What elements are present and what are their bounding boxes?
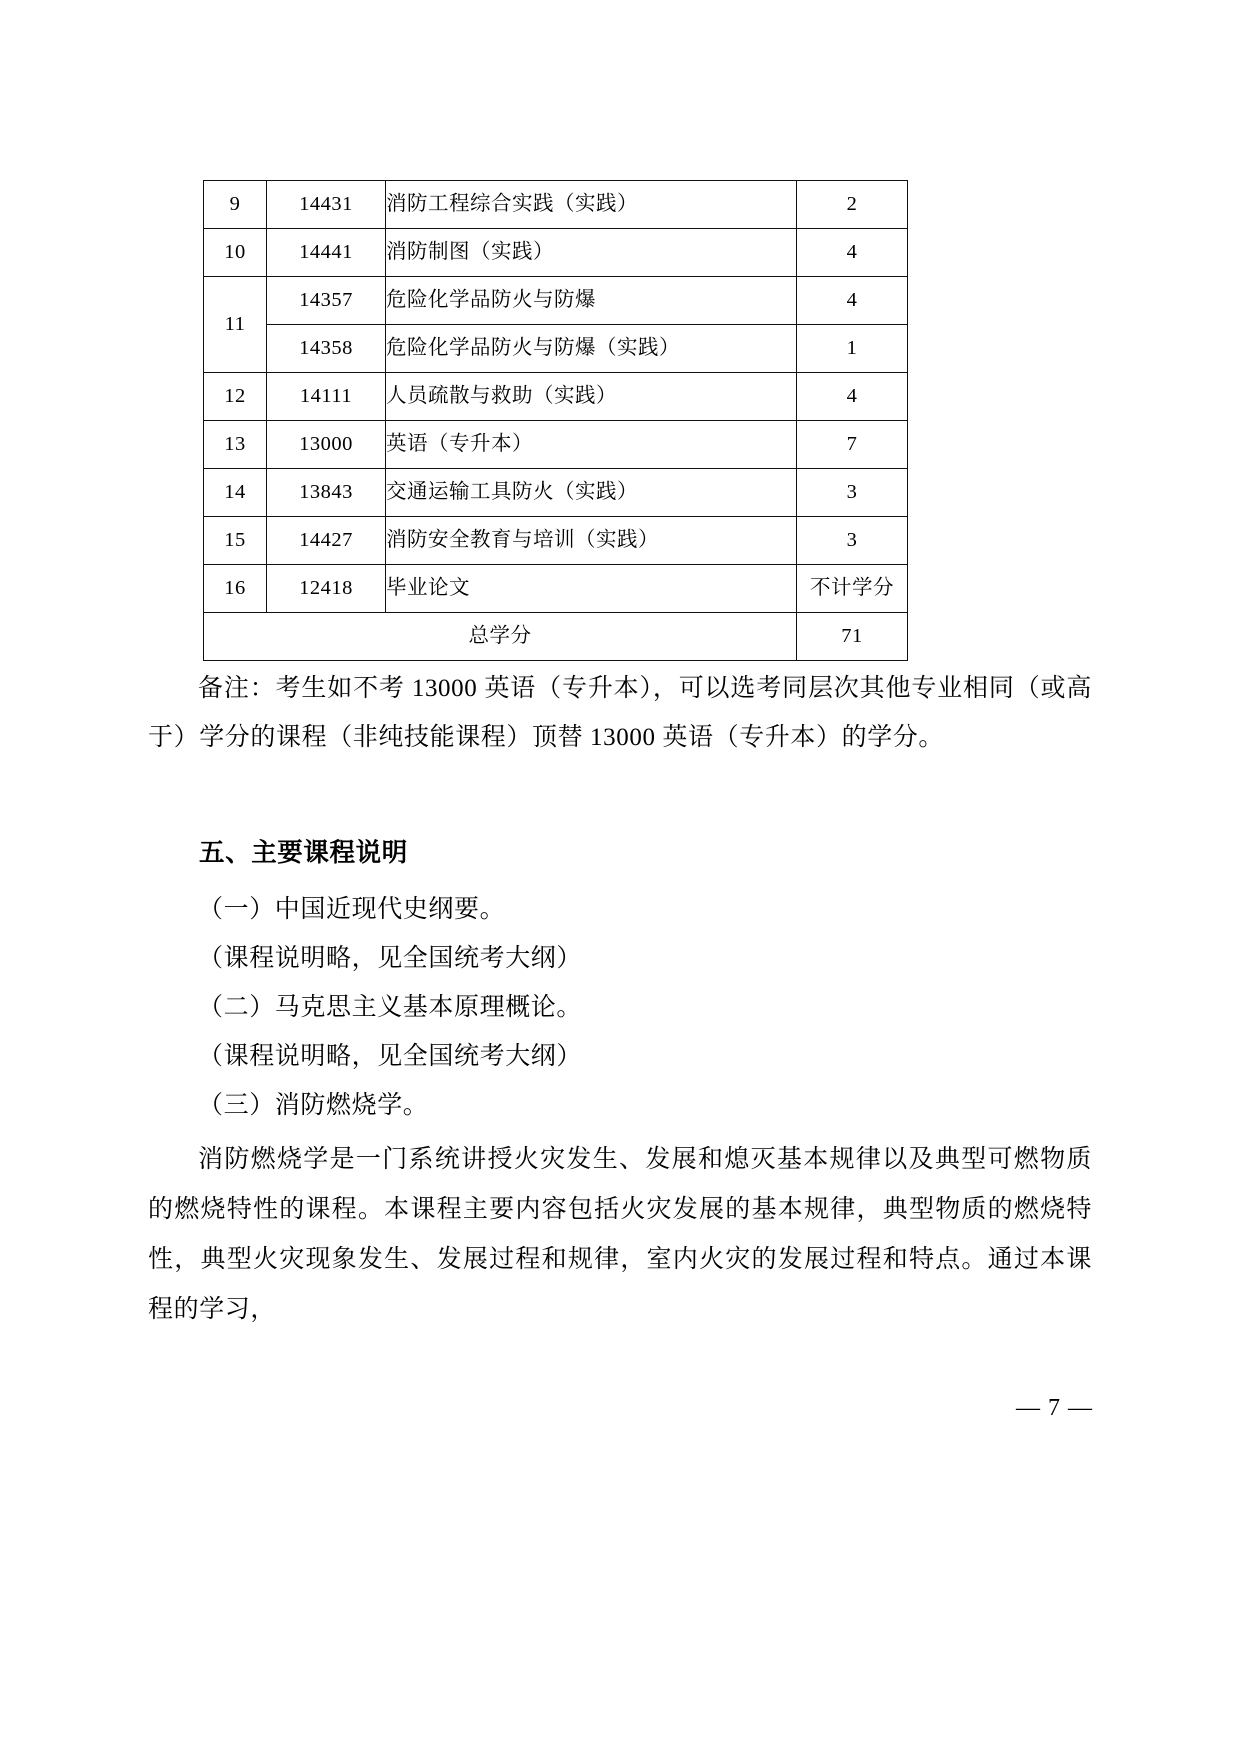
row-number-cell: 9 — [204, 181, 267, 229]
course-name-cell: 毕业论文 — [386, 565, 797, 613]
course-code-cell: 14427 — [267, 517, 386, 565]
subsection-one-note: （课程说明略，见全国统考大纲） — [198, 945, 583, 972]
row-number-cell: 13 — [204, 421, 267, 469]
credit-cell: 4 — [797, 229, 908, 277]
table-row — [204, 277, 908, 325]
table-row — [204, 229, 908, 277]
table-row — [204, 325, 908, 373]
body-paragraph: 消防燃烧学是一门系统讲授火灾发生、发展和熄灭基本规律以及典型可燃物质的燃烧特性的课程。本课程主要内容包括火灾发展的基本规律，典型物质的燃烧特性，典型火灾现象发生、发展过程和规律，室内火灾的发展过程和特点。通过本课程的学习， — [148, 1146, 1092, 1323]
course-name-cell: 英语（专升本） — [386, 421, 797, 469]
course-name-cell: 人员疏散与救助（实践） — [386, 373, 797, 421]
course-credit-table-wrapper — [203, 180, 903, 661]
course-code-cell: 14358 — [267, 325, 386, 373]
course-name-cell: 消防制图（实践） — [386, 229, 797, 277]
table-row — [204, 421, 908, 469]
credit-cell: 不计学分 — [797, 565, 908, 613]
course-code-cell: 14431 — [267, 181, 386, 229]
subsection-two-title: （二）马克思主义基本原理概论。 — [198, 994, 583, 1021]
credit-cell: 3 — [797, 469, 908, 517]
table-row — [204, 565, 908, 613]
course-name-cell: 消防工程综合实践（实践） — [386, 181, 797, 229]
remark-paragraph: 备注：考生如不考 13000 英语（专升本），可以选考同层次其他专业相同（或高于）学分的课程（非纯技能课程）顶替 13000 英语（专升本）的学分。 — [148, 675, 1092, 751]
credit-cell: 1 — [797, 325, 908, 373]
total-value-cell: 71 — [797, 613, 908, 661]
table-row — [204, 517, 908, 565]
row-number-cell: 15 — [204, 517, 267, 565]
table-row — [204, 469, 908, 517]
course-code-cell: 14111 — [267, 373, 386, 421]
table-body — [204, 181, 908, 661]
table-total-row — [204, 613, 908, 661]
page-number: — 7 — — [1016, 1395, 1093, 1421]
total-label-cell: 总学分 — [204, 613, 797, 661]
course-code-cell: 13843 — [267, 469, 386, 517]
credit-cell: 4 — [797, 373, 908, 421]
course-code-cell: 14441 — [267, 229, 386, 277]
course-code-cell: 14357 — [267, 277, 386, 325]
credit-cell: 7 — [797, 421, 908, 469]
course-name-cell: 危险化学品防火与防爆 — [386, 277, 797, 325]
row-number-cell: 14 — [204, 469, 267, 517]
table-row — [204, 181, 908, 229]
row-number-cell: 11 — [204, 277, 267, 373]
course-name-cell: 交通运输工具防火（实践） — [386, 469, 797, 517]
credit-cell: 3 — [797, 517, 908, 565]
row-number-cell: 10 — [204, 229, 267, 277]
course-code-cell: 13000 — [267, 421, 386, 469]
subsection-two-note: （课程说明略，见全国统考大纲） — [198, 1043, 583, 1070]
course-name-cell: 消防安全教育与培训（实践） — [386, 517, 797, 565]
subsection-one-title: （一）中国近现代史纲要。 — [198, 896, 506, 923]
course-credit-table — [203, 180, 908, 661]
section-heading-five: 五、主要课程说明 — [199, 838, 408, 867]
course-code-cell: 12418 — [267, 565, 386, 613]
course-name-cell: 危险化学品防火与防爆（实践） — [386, 325, 797, 373]
row-number-cell: 16 — [204, 565, 267, 613]
credit-cell: 2 — [797, 181, 908, 229]
subsection-three-title: （三）消防燃烧学。 — [198, 1092, 429, 1119]
credit-cell: 4 — [797, 277, 908, 325]
table-row — [204, 373, 908, 421]
row-number-cell: 12 — [204, 373, 267, 421]
